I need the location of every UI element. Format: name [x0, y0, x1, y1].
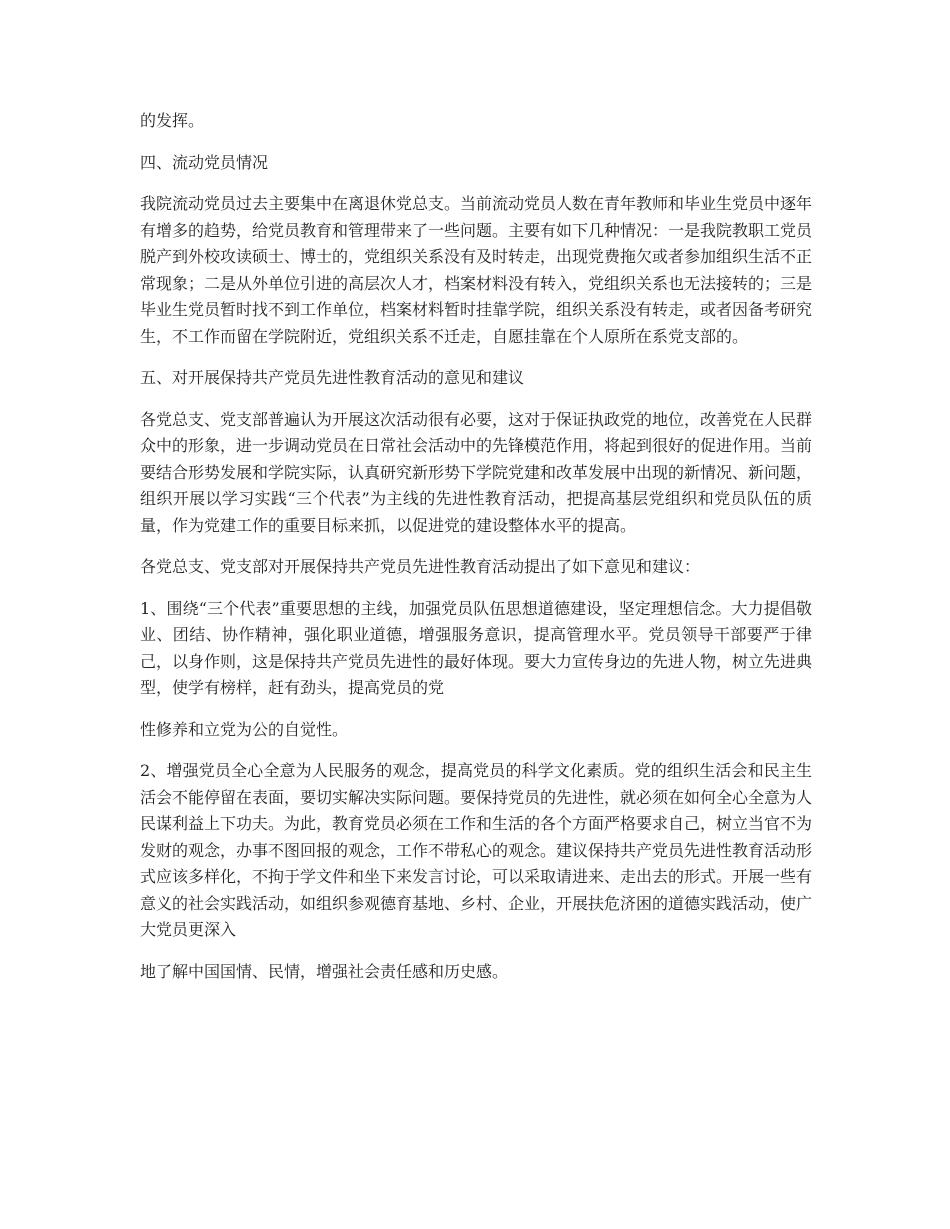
paragraph-suggestion-1-continued: 性修养和立党为公的自觉性。 [140, 719, 349, 739]
paragraph-suggestions-intro: 各党总支、党支部对开展保持共产党员先进性教育活动提出了如下意见和建议： [140, 557, 701, 576]
document-page [140, 108, 812, 1000]
paragraph-suggestion-1: 1、围绕“三个代表”重要思想的主线，加强党员队伍思想道德建设，坚定理想信念。大力提倡敬业、团结、协作精神，强化职业道德，增强服务意识，提高管理水平。党员领导干部要严于律己，以身作则，这是保持共产党员先进性的最好体现。要大力宣传身边的先进人物，树立先进典型，使学有榜样，赶有劲头，提高党员的党 [140, 598, 813, 697]
section-heading-mobile-members: 四、流动党员情况 [140, 152, 269, 172]
paragraph-suggestion-2-continued: 地了解中国国情、民情，增强社会责任感和历史感。 [140, 961, 509, 981]
paragraph-mobile-members: 我院流动党员过去主要集中在离退休党总支。当前流动党员人数在青年教师和毕业生党员中逐年有增多的趋势，给党员教育和管理带来了一些问题。主要有如下几种情况：一是我院教职工党员脱产到外校攻读硕士、博士的，党组织关系没有及时转走，出现党费拖欠或者参加组织生活不正常现象；二是从外单位引进的高层次人才，档案材料没有转入，党组织关系也无法接转的；三是毕业生党员暂时找不到工作单位，档案材料暂时挂靠学院，组织关系没有转走，或者因备考研究生，不工作而留在学院附近，党组织关系不迁走，自愿挂靠在个人原所在系党支部的。 [140, 194, 813, 346]
paragraph-necessity: 各党总支、党支部普遍认为开展这次活动很有必要，这对于保证执政党的地位，改善党在人民群众中的形象，进一步调动党员在日常社会活动中的先锋模范作用，将起到很好的促进作用。当前要结合形势发展和学院实际，认真研究新形势下学院党建和改革发展中出现的新情况、新问题，组织开展以学习实践“三个代表”为主线的先进性教育活动，把提高基层党组织和党员队伍的质量，作为党建工作的重要目标来抓，以促进党的建设整体水平的提高。 [140, 409, 813, 535]
section-heading-suggestions: 五、对开展保持共产党员先进性教育活动的意见和建议 [140, 368, 525, 387]
paragraph-suggestion-2: 2、增强党员全心全意为人民服务的观念，提高党员的科学文化素质。党的组织生活会和民主生活会不能停留在表面，要切实解决实际问题。要保持党员的先进性，就必须在如何全心全意为人民谋利益上下功夫。为此，教育党员必须在工作和生活的各个方面严格要求自己，树立当官不为发财的观念，办事不图回报的观念，工作不带私心的观念。建议保持共产党员先进性教育活动形式应该多样化，不拘于学文件和坐下来发言讨论，可以采取请进来、走出去的形式。开展一些有意义的社会实践活动，如组织参观德育基地、乡村、企业，开展扶危济困的道德实践活动，使广大党员更深入 [140, 761, 813, 939]
paragraph-continuation: 的发挥。 [140, 111, 205, 130]
